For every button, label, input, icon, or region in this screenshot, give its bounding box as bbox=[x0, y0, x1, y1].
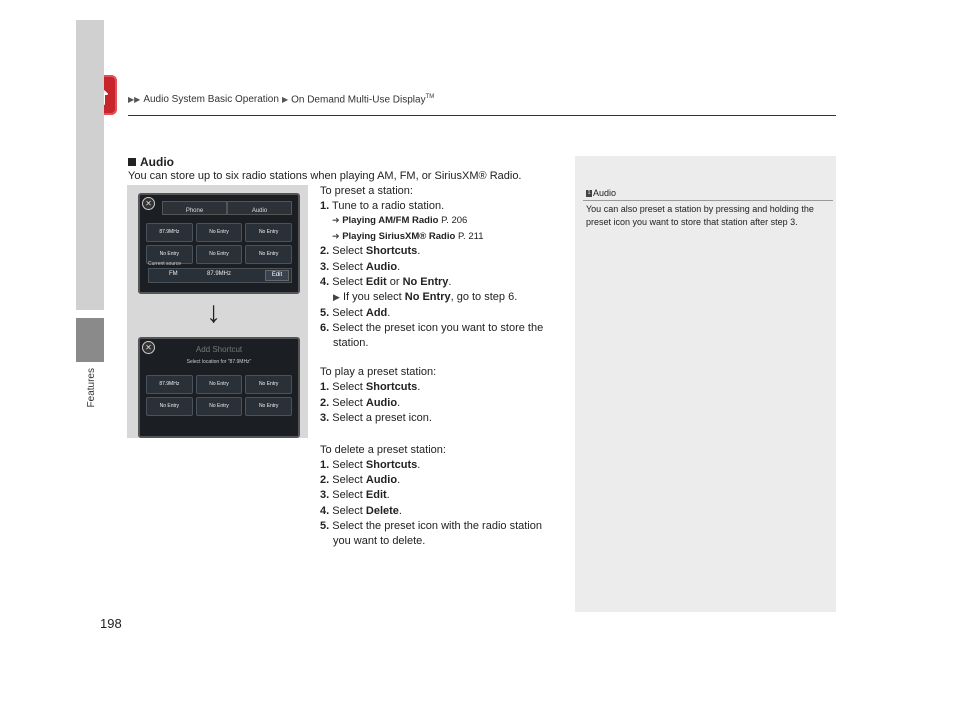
trademark: TM bbox=[425, 94, 435, 100]
preset-grid bbox=[146, 223, 292, 264]
step: 6. Select the preset icon you want to store the bbox=[320, 322, 544, 334]
step: 3. Select a preset icon. bbox=[320, 412, 432, 424]
step: 5. Select the preset icon with the radio station bbox=[320, 520, 542, 532]
side-tab-bar bbox=[76, 20, 104, 310]
step: 1. Select Shortcuts. bbox=[320, 381, 421, 393]
screen-add-shortcut bbox=[138, 337, 300, 438]
note-number-icon: 1 bbox=[587, 190, 591, 197]
breadcrumb bbox=[128, 94, 434, 105]
breadcrumb-arrow-icon: ▶▶ bbox=[128, 95, 141, 105]
step: 4. Select Delete. bbox=[320, 505, 402, 517]
current-source-label: Current source bbox=[148, 261, 182, 267]
note-rule bbox=[583, 200, 833, 201]
delete-title: To delete a preset station: bbox=[320, 444, 446, 456]
screen-shortcuts bbox=[138, 193, 300, 294]
step: 4. Select Edit or No Entry. bbox=[320, 276, 452, 288]
step: 2. Select Audio. bbox=[320, 397, 401, 409]
page-number: 198 bbox=[100, 616, 122, 631]
current-frequency: 87.9MHz bbox=[207, 271, 232, 277]
square-bullet-icon bbox=[128, 158, 136, 166]
crossref-arrow-icon: ➜ bbox=[332, 231, 340, 241]
play-title: To play a preset station: bbox=[320, 366, 437, 378]
preset-button: No Entry bbox=[196, 223, 243, 242]
section-heading: Audio bbox=[128, 155, 174, 169]
side-tab-active[interactable] bbox=[76, 318, 104, 362]
side-tab-label: Features bbox=[86, 368, 97, 408]
edit-button: Edit bbox=[265, 270, 289, 281]
current-band: FM bbox=[169, 271, 178, 277]
breadcrumb-arrow-icon: ▶ bbox=[281, 95, 289, 105]
note-body: You can also preset a station by pressing and holding the preset icon you want to store that station after step 3. bbox=[586, 204, 814, 227]
preset-button: No Entry bbox=[245, 375, 292, 394]
screen-subtitle: Select location for "87.9MHz" bbox=[186, 359, 252, 365]
step: 1. Tune to a radio station. bbox=[320, 200, 445, 212]
crossref[interactable]: ➜ Playing SiriusXM® Radio P. 211 bbox=[332, 231, 484, 242]
substep-arrow-icon: ▶ bbox=[333, 292, 340, 302]
preset-button: No Entry bbox=[146, 245, 193, 264]
header-rule bbox=[128, 115, 836, 116]
preset-grid bbox=[146, 375, 292, 416]
close-icon: ✕ bbox=[142, 341, 155, 354]
crossref-arrow-icon: ➜ bbox=[332, 215, 340, 225]
step: 2. Select Audio. bbox=[320, 474, 401, 486]
breadcrumb-item[interactable]: Audio System Basic Operation bbox=[143, 94, 279, 106]
breadcrumb-item[interactable]: On Demand Multi-Use Display™ bbox=[291, 94, 435, 106]
tab-phone: Phone bbox=[162, 201, 227, 215]
preset-button: 87.9MHz bbox=[146, 223, 193, 242]
down-arrow-icon: ↓ bbox=[206, 296, 221, 329]
screen-title: Add Shortcut bbox=[195, 345, 243, 354]
screen-tabs bbox=[162, 201, 292, 215]
step: 3. Select Edit. bbox=[320, 489, 390, 501]
current-source-bar bbox=[148, 268, 292, 283]
preset-button: No Entry bbox=[196, 375, 243, 394]
substep: ▶ If you select No Entry, go to step 6. bbox=[333, 291, 518, 303]
preset-button: No Entry bbox=[245, 223, 292, 242]
preset-button: No Entry bbox=[146, 397, 193, 416]
note-heading: 1 Audio bbox=[587, 188, 617, 198]
preset-button: No Entry bbox=[196, 245, 243, 264]
step: 5. Select Add. bbox=[320, 307, 391, 319]
preset-title: To preset a station: bbox=[320, 185, 413, 197]
step-continued: you want to delete. bbox=[333, 535, 426, 547]
crossref[interactable]: ➜ Playing AM/FM Radio P. 206 bbox=[332, 215, 468, 226]
step: 3. Select Audio. bbox=[320, 261, 401, 273]
step-continued: station. bbox=[333, 337, 369, 349]
close-icon: ✕ bbox=[142, 197, 155, 210]
note-sidebar bbox=[575, 156, 836, 612]
section-intro: You can store up to six radio stations when playing AM, FM, or SiriusXM® Radio. bbox=[128, 170, 522, 182]
preset-button: No Entry bbox=[196, 397, 243, 416]
step: 1. Select Shortcuts. bbox=[320, 459, 421, 471]
tab-audio: Audio bbox=[227, 201, 292, 215]
preset-button: No Entry bbox=[245, 245, 292, 264]
preset-button: 87.9MHz bbox=[146, 375, 193, 394]
preset-button: No Entry bbox=[245, 397, 292, 416]
step: 2. Select Shortcuts. bbox=[320, 245, 421, 257]
